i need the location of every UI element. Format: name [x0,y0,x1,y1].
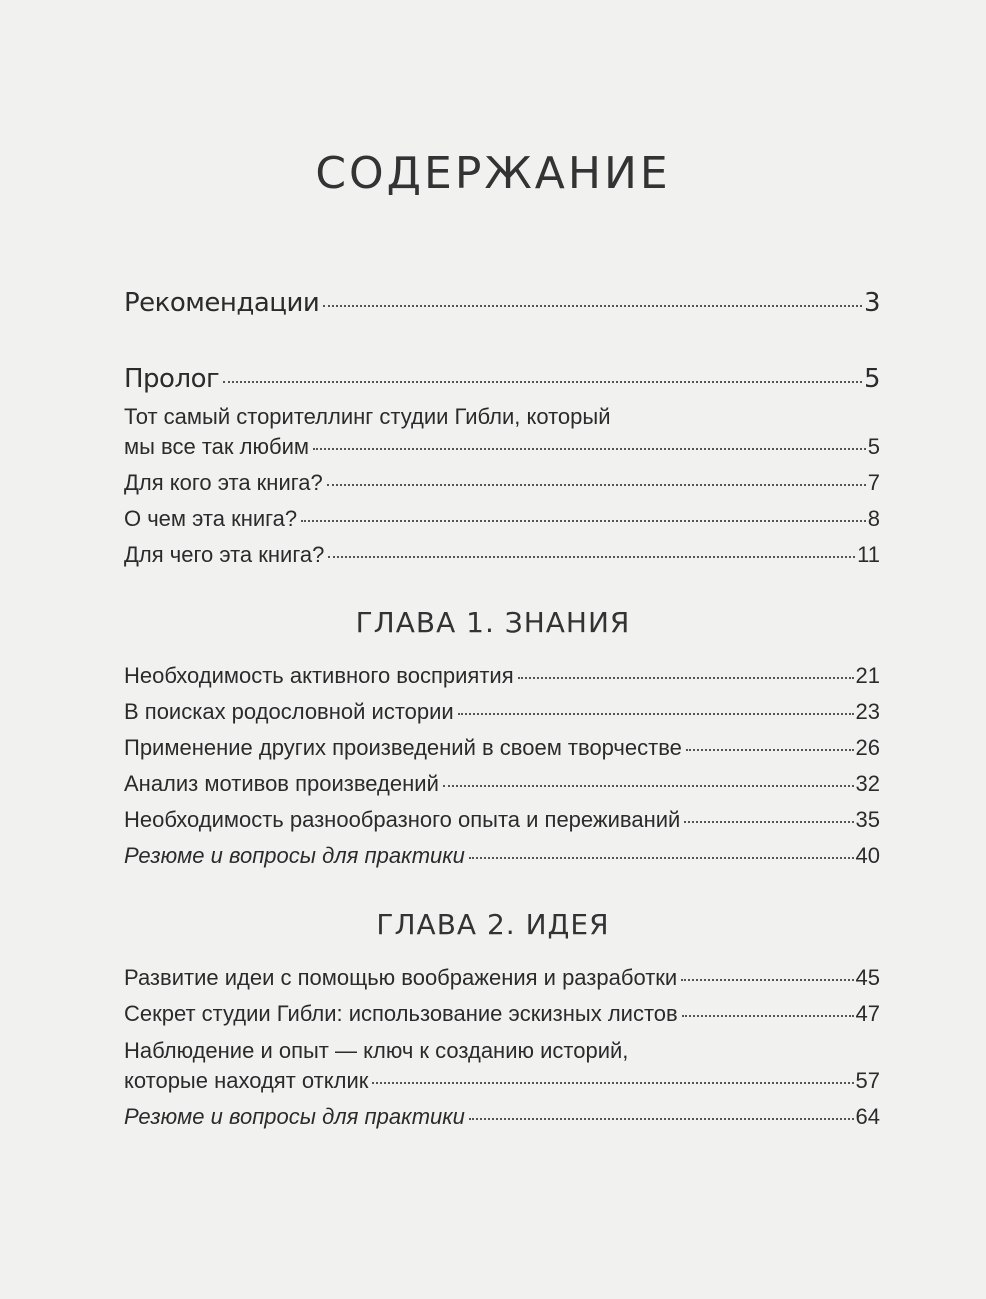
toc-entry-page: 8 [867,506,880,531]
toc-entry-label: Резюме и вопросы для практики [124,843,465,868]
toc-entry-label: Развитие идеи с помощью воображения и разработки [124,965,678,990]
toc-entry-label: Необходимость активного восприятия [124,663,514,688]
toc-entry[interactable] [124,1066,880,1096]
toc-entry[interactable] [124,733,880,763]
toc-entry-first-line: Тот самый сторителлинг студии Гибли, который [124,404,611,429]
dot-leader [469,1118,854,1120]
toc-entry-first-line: Наблюдение и опыт — ключ к созданию историй, [124,1038,629,1063]
page-title: СОДЕРЖАНИЕ [315,148,671,199]
dot-leader [301,520,866,522]
dot-leader [223,381,862,383]
dot-leader [684,821,853,823]
toc-entry-label: Рекомендации [124,288,320,318]
toc-entry-page: 64 [855,1104,880,1129]
toc-entry-summary[interactable] [124,1102,880,1132]
toc-entry-label: Анализ мотивов произведений [124,771,439,796]
toc-entry-label: В поисках родословной истории [124,699,454,724]
toc-entry[interactable] [124,540,880,570]
dot-leader [682,1015,854,1017]
dot-leader [686,749,854,751]
toc-entry-recommendations[interactable] [124,288,880,318]
toc-entry-page: 5 [867,434,880,459]
toc-entry[interactable] [124,504,880,534]
toc-entry[interactable] [124,661,880,691]
toc-entry-page: 47 [855,1001,880,1026]
dot-leader [458,713,854,715]
toc-entry-label: Для чего эта книга? [124,542,325,567]
toc-entry-page: 57 [855,1068,880,1093]
toc-entry-label: Пролог [124,364,220,394]
dot-leader [323,305,862,307]
toc-entry-label: О чем эта книга? [124,506,298,531]
toc-entry[interactable] [124,999,880,1029]
toc-entry-page: 40 [855,843,880,868]
toc-entry-label: Для кого эта книга? [124,470,323,495]
toc-entry-page: 3 [863,288,880,318]
dot-leader [328,556,855,558]
toc-entry-page: 23 [855,699,880,724]
toc-entry[interactable] [124,468,880,498]
dot-leader [372,1082,853,1084]
dot-leader [443,785,854,787]
toc-entry[interactable] [124,697,880,727]
toc-entry-page: 7 [867,470,880,495]
toc-entry-page: 32 [855,771,880,796]
toc-entry-page: 21 [855,663,880,688]
dot-leader [313,448,866,450]
toc-entry-label: Резюме и вопросы для практики [124,1104,465,1129]
toc-entry[interactable] [124,432,880,462]
toc-entry-prologue[interactable] [124,364,880,394]
dot-leader [327,484,866,486]
chapter-1-heading: ГЛАВА 1. ЗНАНИЯ [355,606,631,639]
toc-entry-label: Необходимость разнообразного опыта и переживаний [124,807,681,832]
dot-leader [681,979,853,981]
toc-entry-label: Применение других произведений в своем творчестве [124,735,682,760]
dot-leader [518,677,854,679]
chapter-2-heading: ГЛАВА 2. ИДЕЯ [376,908,610,941]
toc-entry-summary[interactable] [124,841,880,871]
toc-entry-page: 5 [863,364,880,394]
toc-entry[interactable] [124,805,880,835]
toc-entry-page: 11 [857,542,880,567]
toc-entry[interactable] [124,769,880,799]
toc-entry-page: 26 [855,735,880,760]
toc-entry-page: 35 [855,807,880,832]
toc-entry[interactable] [124,963,880,993]
toc-entry-page: 45 [855,965,880,990]
dot-leader [469,857,854,859]
toc-entry-label: мы все так любим [124,434,309,459]
toc-entry-label: Секрет студии Гибли: использование эскизных листов [124,1001,678,1026]
toc-entry-label: которые находят отклик [124,1068,369,1093]
